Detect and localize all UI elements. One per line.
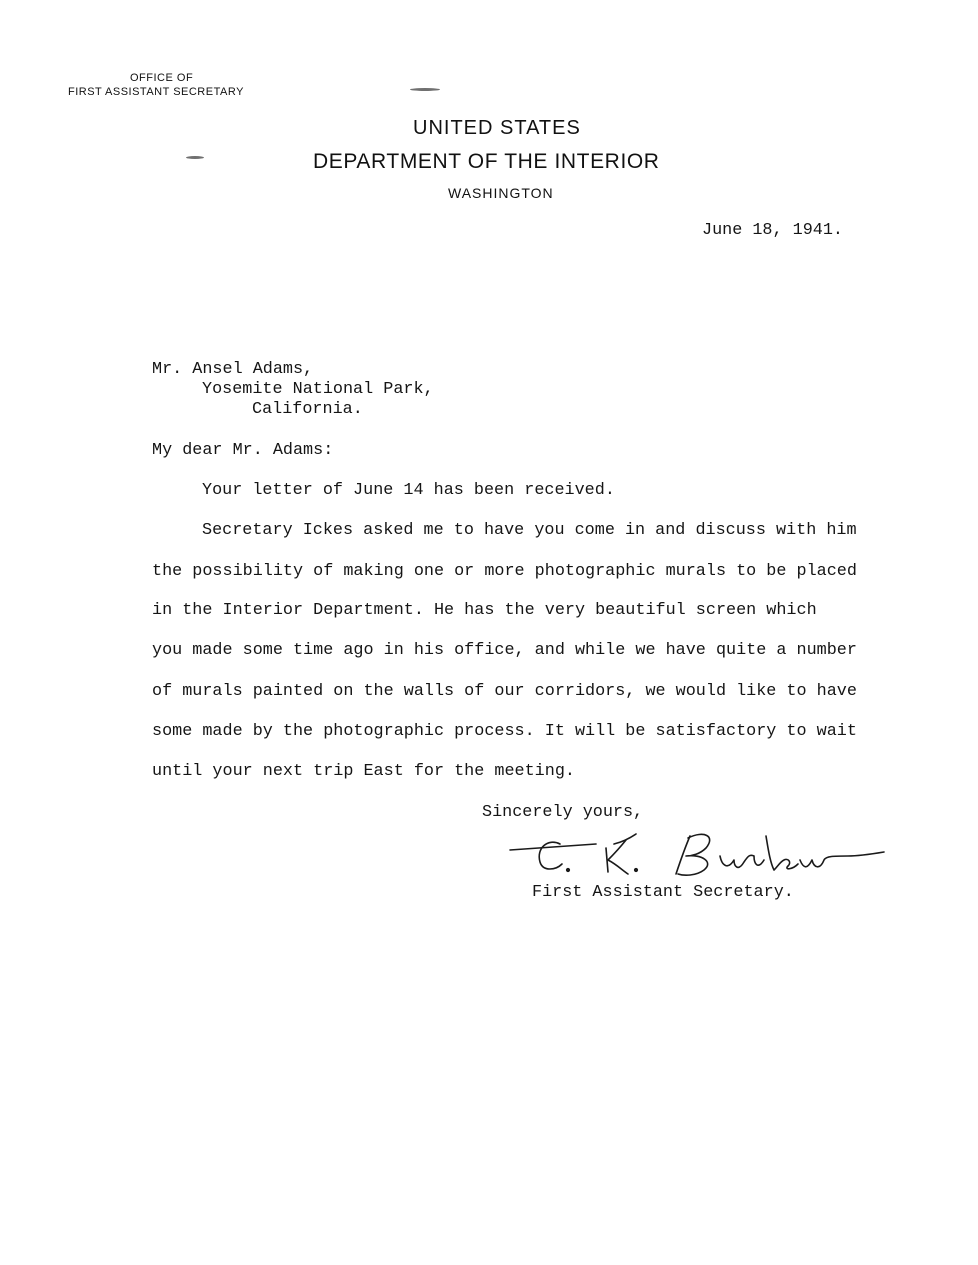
letterhead-country: UNITED STATES: [413, 117, 581, 139]
scan-mark: [186, 156, 204, 159]
body-line: of murals painted on the walls of our corridors, we would like to have: [152, 682, 857, 701]
recipient-address-line: Yosemite National Park,: [202, 380, 434, 399]
salutation: My dear Mr. Adams:: [152, 441, 334, 460]
body-line: some made by the photographic process. It will be satisfactory to wait: [152, 722, 857, 741]
body-line: the possibility of making one or more photographic murals to be placed: [152, 562, 857, 581]
body-line: you made some time ago in his office, and while we have quite a number: [152, 641, 857, 660]
handwritten-signature: [508, 826, 888, 882]
body-line: Secretary Ickes asked me to have you come in and discuss with him: [202, 521, 857, 540]
body-line: in the Interior Department. He has the very beautiful screen which: [152, 601, 817, 620]
signature-title: First Assistant Secretary.: [532, 883, 794, 902]
body-paragraph: Your letter of June 14 has been received.: [202, 481, 615, 500]
letter-date: June 18, 1941.: [702, 221, 843, 240]
closing: Sincerely yours,: [482, 803, 644, 822]
recipient-address-line: California.: [252, 400, 363, 419]
scan-mark: [410, 88, 440, 91]
body-line: until your next trip East for the meeting.: [152, 762, 575, 781]
letterhead-city: WASHINGTON: [448, 185, 554, 201]
letterhead-department: DEPARTMENT OF THE INTERIOR: [313, 150, 660, 173]
office-label: OFFICE OF: [130, 72, 194, 84]
recipient-name: Mr. Ansel Adams,: [152, 360, 314, 379]
office-title: FIRST ASSISTANT SECRETARY: [68, 86, 244, 98]
